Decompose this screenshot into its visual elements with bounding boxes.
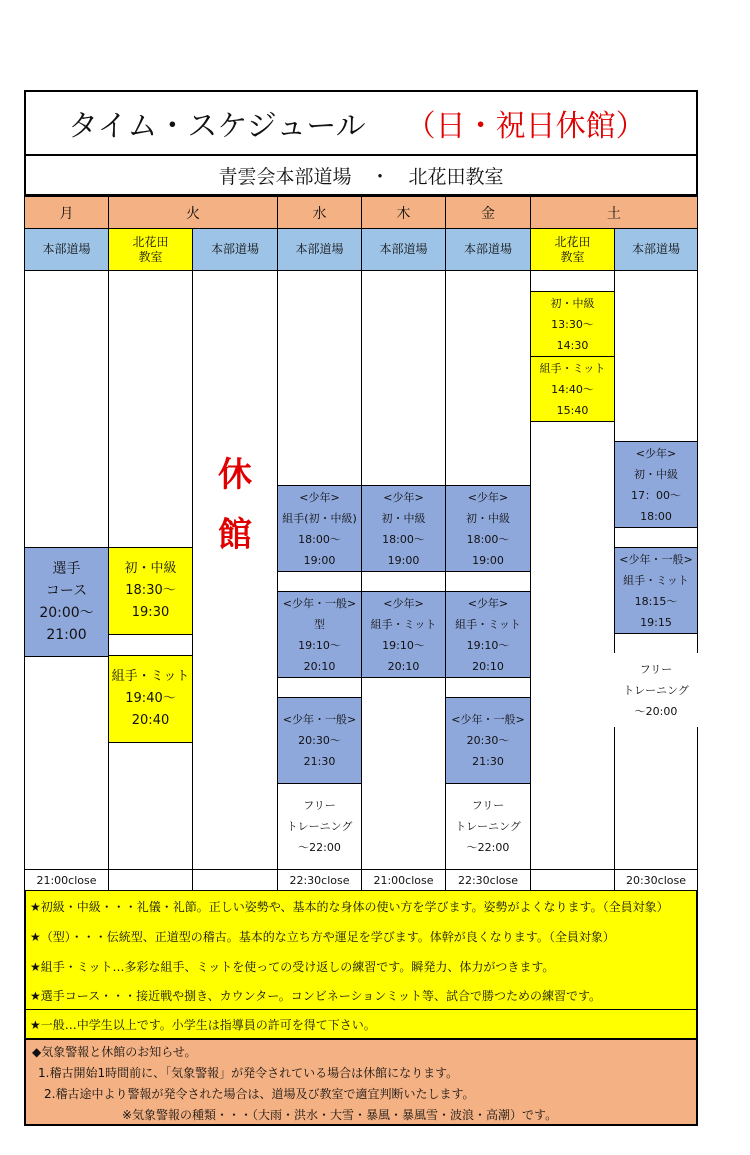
session-line: 20:40 (131, 713, 170, 728)
session-line: 19:00 (472, 553, 504, 567)
session-line: 18:00 (640, 509, 672, 523)
session-line: 選手 (52, 561, 81, 577)
session-line: <少年> (467, 490, 509, 504)
session-line: 18:00〜 (466, 532, 510, 546)
note-senshu: ★選手コース・・・接近戦や捌き、カウンター。コンビネーションミット等、試合で勝つための練習です。 (24, 981, 698, 1009)
session-thu-2 (361, 591, 446, 678)
session-line: 20:10 (303, 659, 336, 673)
session-line: <少年> (299, 490, 340, 504)
loc-line-1: 北花田 (554, 234, 591, 249)
loc-tue-kitahanada (108, 228, 193, 271)
day-mon: 月 (24, 196, 109, 229)
title-closed-days: （日・祝日休館） (405, 109, 646, 144)
session-sat-free (614, 653, 698, 727)
session-sat-h-2 (614, 547, 698, 634)
session-line: フリー (639, 662, 673, 676)
session-fri-free (445, 783, 531, 870)
session-line: 19:30 (131, 605, 170, 620)
session-line: 18:00〜 (382, 532, 425, 546)
session-line: 14:40〜 (551, 382, 594, 396)
session-sat-k-2 (530, 356, 615, 422)
weather-heading: ◆気象警報と休館のお知らせ。 (32, 1045, 197, 1059)
close-mon: 21:00close (24, 869, 109, 891)
session-line: 組手・ミット (623, 573, 689, 587)
session-line: 15:40 (556, 403, 589, 417)
note-shochu: ★初級・中級・・・礼儀・礼節。正しい姿勢や、基本的な身体の使い方を学びます。姿勢がよくなります。（全員対象） (24, 891, 698, 921)
session-line: 19:10〜 (298, 638, 341, 652)
session-line: 組手・ミット (111, 669, 190, 684)
session-line: トレーニング (455, 820, 521, 833)
session-wed-free (277, 783, 362, 870)
session-line: フリー (303, 799, 336, 812)
day-wed: 水 (277, 196, 362, 229)
close-tue-k (108, 869, 193, 891)
loc-line-2: 教室 (560, 249, 585, 264)
day-tue: 火 (108, 196, 278, 229)
session-line: 初・中級 (466, 511, 510, 525)
session-tue-shochu (108, 547, 193, 635)
close-fri: 22:30close (445, 869, 531, 891)
closed-label (192, 445, 278, 575)
session-line: <少年> (383, 596, 424, 610)
session-line: 初・中級 (381, 511, 426, 525)
session-line: 19:00 (387, 553, 420, 567)
session-line: <少年・一般> (282, 713, 357, 726)
session-line: <少年・一般> (451, 713, 525, 726)
weather-line-2: 2.稽古途中より警報が発令された場合は、道場及び教室で適宜判断いたします。 (44, 1087, 475, 1101)
session-line: 組手・ミット (370, 617, 437, 631)
loc-line-1: 北花田 (132, 234, 169, 249)
close-tue-h (192, 869, 278, 891)
session-fri-3 (445, 697, 531, 784)
loc-thu-honbu: 本部道場 (361, 228, 446, 271)
page-title (24, 90, 698, 156)
loc-tue-honbu: 本部道場 (192, 228, 278, 271)
day-thu: 木 (361, 196, 446, 229)
loc-wed-honbu: 本部道場 (277, 228, 362, 271)
close-sat-k (530, 869, 615, 891)
session-line: 19:40〜 (125, 691, 176, 706)
session-tue-kumite (108, 655, 193, 743)
session-line: コース (45, 583, 88, 599)
session-line: 初・中級 (550, 296, 595, 310)
session-line: 18:30〜 (125, 583, 176, 598)
session-fri-1 (445, 485, 531, 572)
loc-fri-honbu: 本部道場 (445, 228, 531, 271)
session-line: フリー (471, 799, 505, 812)
closed-char-2: 館 (218, 515, 252, 555)
note-kata: ★（型）・・・伝統型、正道型の稽古。基本的な立ち方や運足を学びます。体幹が良くなります。（全員対象） (24, 921, 698, 951)
note-kumite: ★組手・ミット…多彩な組手、ミットを使っての受け返しの練習です。瞬発力、体力がつきます。 (24, 951, 698, 981)
session-line: 〜22:00 (466, 841, 510, 854)
session-sat-k-1 (530, 291, 615, 357)
session-line: 初・中級 (124, 561, 177, 576)
session-mon-senshu (24, 547, 109, 657)
session-line: <少年> (635, 446, 677, 460)
session-wed-2 (277, 591, 362, 678)
session-line: トレーニング (286, 820, 353, 833)
loc-sat-kitahanada (530, 228, 615, 271)
session-line: <少年・一般> (619, 552, 693, 566)
session-line: 21:00 (46, 627, 87, 643)
session-line: 20:30〜 (466, 734, 510, 747)
weather-line-1: 1.稽古開始1時間前に、「気象警報」が発令されている場合は休館になります。 (38, 1066, 459, 1080)
session-line: 型 (314, 617, 325, 631)
session-line: 20:30〜 (298, 734, 341, 747)
session-line: 21:30 (472, 755, 504, 768)
session-line: <少年> (467, 596, 509, 610)
close-sat: 20:30close (614, 869, 698, 891)
session-thu-1 (361, 485, 446, 572)
loc-sat-honbu: 本部道場 (614, 228, 698, 271)
weather-notice (24, 1038, 698, 1126)
session-fri-2 (445, 591, 531, 678)
loc-mon-honbu: 本部道場 (24, 228, 109, 271)
day-sat: 土 (530, 196, 698, 229)
session-line: 20:10 (387, 659, 420, 673)
loc-line-2: 教室 (138, 249, 163, 264)
session-line: 19:00 (303, 553, 336, 567)
session-wed-3 (277, 697, 362, 784)
session-line: 19:10〜 (382, 638, 425, 652)
session-sat-h-1 (614, 441, 698, 528)
session-line: 18:15〜 (634, 594, 678, 608)
closed-char-1: 休 (218, 455, 252, 495)
session-wed-1 (277, 485, 362, 572)
session-line: 19:10〜 (466, 638, 510, 652)
title-main: タイム・スケジュール (68, 109, 366, 144)
session-line: 20:10 (472, 659, 504, 673)
session-line: 18:00〜 (298, 532, 341, 546)
session-line: 組手・ミット (539, 361, 606, 375)
session-line: 〜22:00 (298, 841, 341, 854)
note-ippan: ★一般…中学生以上です。小学生は指導員の許可を得て下さい。 (24, 1009, 698, 1038)
weather-line-3: ※気象警報の種類・・・（大雨・洪水・大雪・暴風・暴風雪・波浪・高潮）です。 (122, 1108, 558, 1122)
close-thu: 21:00close (361, 869, 446, 891)
session-line: 20:00〜 (39, 605, 94, 621)
session-line: 組手(初・中級) (282, 511, 357, 525)
session-line: 21:30 (303, 755, 336, 768)
session-line: 14:30 (556, 338, 589, 352)
session-line: 組手・ミット (455, 617, 521, 631)
session-line: 13:30〜 (551, 317, 594, 331)
session-line: 17：00〜 (631, 488, 681, 502)
session-line: 19:15 (640, 615, 672, 629)
subtitle: 青雲会本部道場 ・ 北花田教室 (24, 154, 698, 196)
session-line: <少年> (383, 490, 424, 504)
day-fri: 金 (445, 196, 531, 229)
close-wed: 22:30close (277, 869, 362, 891)
session-line: 〜20:00 (634, 704, 678, 718)
session-line: トレーニング (623, 683, 689, 697)
session-line: <少年・一般> (282, 596, 357, 610)
session-line: 初・中級 (634, 467, 678, 481)
